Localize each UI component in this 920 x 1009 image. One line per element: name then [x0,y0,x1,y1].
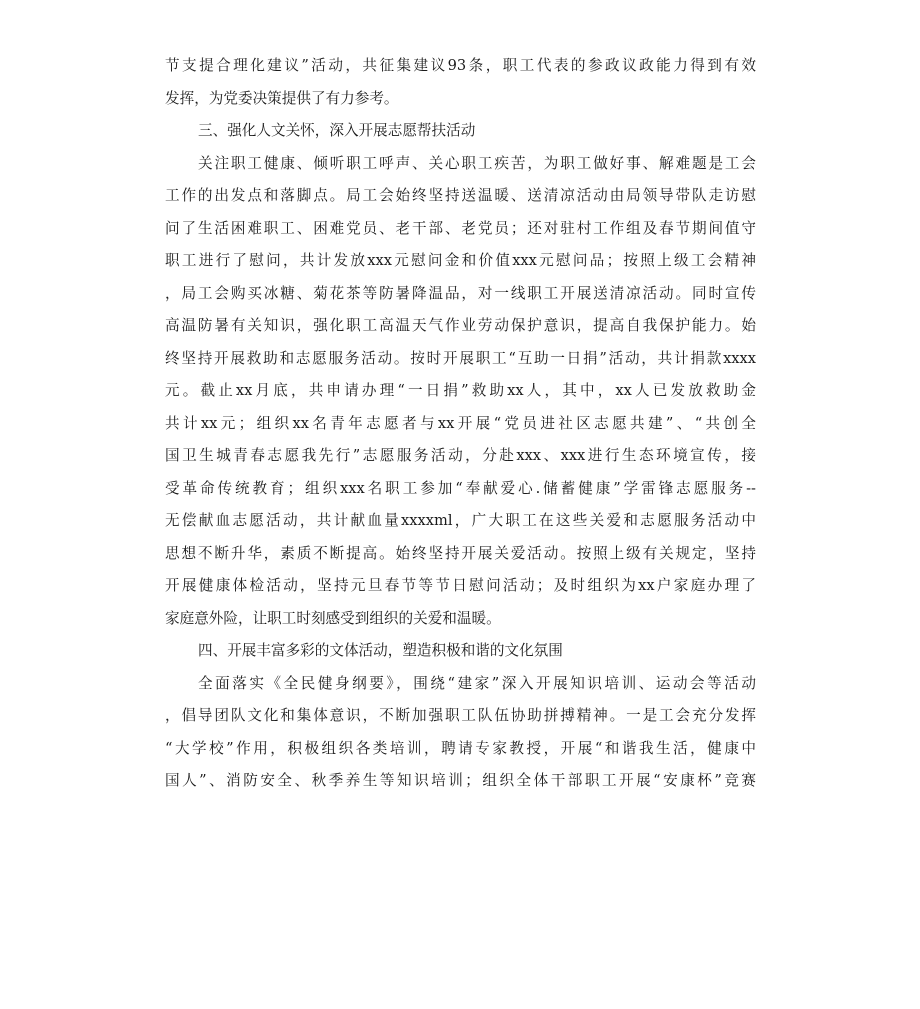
paragraph-line: 国卫生城青春志愿我先行”志愿服务活动，分赴xxx、xxx进行生态环境宣传，接 [165,447,756,464]
paragraph-line: 关注职工健康、倾听职工呼声、关心职工疾苦，为职工做好事、解难题是工会 [198,154,756,172]
document-body [165,50,756,798]
paragraph-line: 思想不断升华，素质不断提高。始终坚持开展关爱活动。按照上级有关规定，坚持 [165,544,756,562]
paragraph-line: 开展健康体检活动，坚持元旦春节等节日慰问活动；及时组织为xx户家庭办理了 [165,577,756,594]
paragraph-line: 国人”、消防安全、秋季养生等知识培训；组织全体干部职工开展“安康杯”竞赛 [165,772,756,789]
section-heading: 四、开展丰富多彩的文体活动，塑造积极和谐的文化氛围 [198,642,563,659]
paragraph-line: 终坚持开展救助和志愿服务活动。按时开展职工“互助一日捐”活动，共计捐款xxxx [165,349,756,367]
paragraph-line: ，倡导团队文化和集体意识，不断加强职工队伍协助拼搏精神。一是工会充分发挥 [165,707,756,724]
paragraph-line: 受革命传统教育；组织xxx名职工参加“奉献爱心.储蓄健康”学雷锋志愿服务-- [165,479,756,497]
paragraph-line: 无偿献血志愿活动，共计献血量xxxxml，广大职工在这些关爱和志愿服务活动中 [165,512,756,529]
paragraph-line: 元。截止xx月底，共申请办理“一日捐”救助xx人，其中，xx人已发放救助金 [165,382,756,399]
paragraph-line: 全面落实《全民健身纲要》，围绕“建家”深入开展知识培训、运动会等活动 [198,674,756,692]
paragraph-line: 节支提合理化建议”活动，共征集建议93条，职工代表的参政议政能力得到有效 [165,57,756,74]
paragraph-line: “大学校”作用，积极组织各类培训，聘请专家教授，开展“和谐我生活，健康中 [165,739,756,757]
paragraph-line: 职工进行了慰问，共计发放xxx元慰问金和价值xxx元慰问品；按照上级工会精神 [165,252,756,269]
paragraph-line: 家庭意外险，让职工时刻感受到组织的关爱和温暖。 [165,609,501,627]
paragraph-line: 共计xx元；组织xx名青年志愿者与xx开展“党员进社区志愿共建”、“共创全 [165,414,756,432]
paragraph-line: ，局工会购买冰糖、菊花茶等防暑降温品，对一线职工开展送清凉活动。同时宣传 [165,284,756,302]
section-heading: 三、强化人文关怀，深入开展志愿帮扶活动 [198,122,476,139]
paragraph-line: 工作的出发点和落脚点。局工会始终坚持送温暖、送清凉活动由局领导带队走访慰 [165,187,756,204]
paragraph-line: 高温防暑有关知识，强化职工高温天气作业劳动保护意识，提高自我保护能力。始 [165,317,756,334]
paragraph-line: 问了生活困难职工、困难党员、老干部、老党员；还对驻村工作组及春节期间值守 [165,219,756,237]
paragraph-line: 发挥，为党委决策提供了有力参考。 [165,89,399,107]
